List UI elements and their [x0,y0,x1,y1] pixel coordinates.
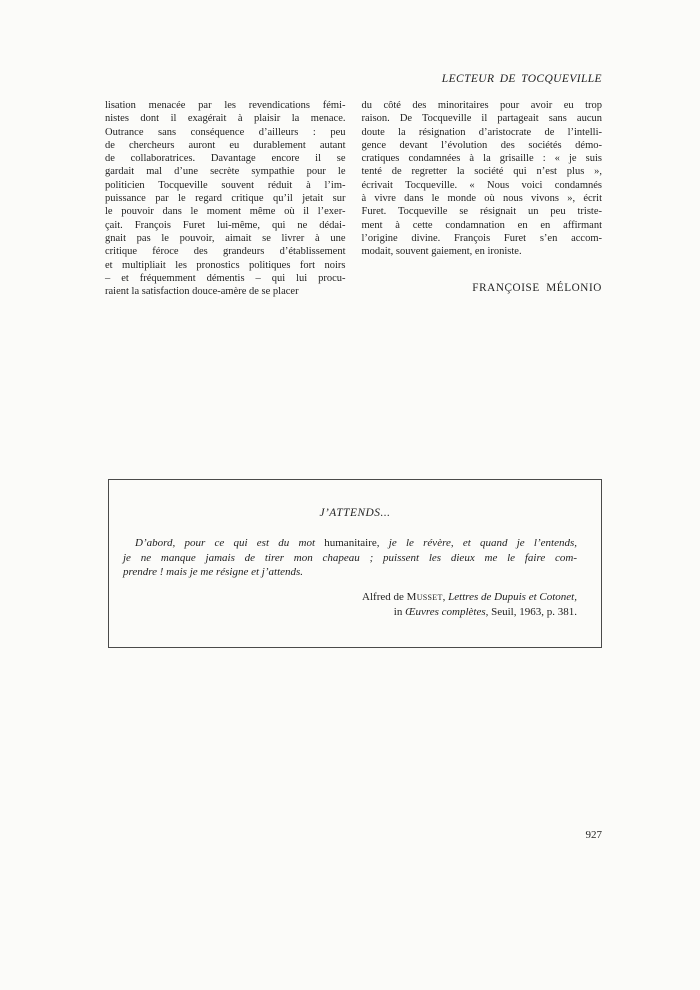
quote-title: J’ATTENDS... [319,507,391,519]
text-line: critique féroce des grandeurs d’établissement [105,246,346,258]
text-line: à vivre dans le monde où nous vivons », écrit [361,193,602,205]
text-line: puissance par le regard critique qu’il jetait sur [105,193,346,205]
attribution-author-name: Musset [406,590,443,603]
text-line: raient la satisfaction douce-amère de se placer [105,286,299,298]
article-column-left [105,99,346,298]
text-line: ment à cette condamnation en en affirmant [361,219,602,231]
text-line: politicien Tocqueville souvent réduit à l’im- [105,179,346,191]
quote-attribution [123,590,577,620]
quote-emphasis-roman: humanitaire [324,537,377,549]
quote-text-italic: D’abord, pour ce qui est du mot [135,537,325,549]
quote-line [123,536,577,551]
text-line: modait, souvent gaiement, en ironiste. [361,246,522,258]
author-signature: FRANÇOISE MÉLONIO [472,282,602,294]
quote-body [123,536,577,580]
text-line: çait. François Furet lui-même, qui ne dédai- [105,219,346,231]
text-line: le pouvoir dans le moment même où il l’exer- [105,206,346,218]
attribution-line-1 [123,590,577,605]
article-column-right [362,99,603,298]
quote-line: je ne manque jamais de tirer mon chapeau ; puissent les dieux me le faire com- [123,551,577,564]
attribution-in: in [393,605,406,618]
text-line: lisation menacée par les revendications fémi- [105,100,346,111]
text-line: l’origine divine. François Furet s’en accom- [361,232,602,244]
text-line: Outrance sans conséquence d’ailleurs : peu [105,126,346,138]
text-line: nistes dont il exagérait à plaisir la menace. [105,113,346,125]
attribution-work-title: Lettres de Dupuis et Cotonet, [448,590,577,603]
quote-line: prendre ! mais je me résigne et j’attends. [123,566,304,578]
text-line: du côté des minoritaires pour avoir eu trop [361,100,602,111]
attribution-author-prefix: Alfred de [362,590,407,603]
attribution-publication: Seuil, 1963, p. 381. [488,605,577,618]
text-line: doute la résignation d’aristocrate de l’intelli- [361,126,602,138]
text-line: Furet. Tocqueville se résignait un peu triste- [361,206,602,218]
running-head: LECTEUR DE TOCQUEVILLE [441,73,602,85]
text-line: raison. De Tocqueville il partageait sans aucun [361,113,602,125]
text-line: gnait pas le pouvoir, aimait se livrer à une [105,232,346,244]
text-line: gence devant l’évolution des sociétés démo- [361,139,602,151]
text-line: gardait mal d’une secrète sympathie pour le [105,166,346,178]
text-line: cratiques condamnées à la grisaille : « je suis [361,153,602,165]
quote-text-italic: , je le révère, et quand je l’entends, [376,537,577,549]
text-line: tenté de regretter la société qui n’est plus », [361,166,602,178]
text-line: et multipliait les pronostics politiques fort noirs [105,259,346,271]
article-body [105,99,602,298]
text-line: – et fréquemment démentis – qui lui procu- [105,272,346,284]
text-line: écrivait Tocqueville. « Nous voici condamnés [361,179,602,191]
quote-box [108,479,602,648]
page-number: 927 [585,829,602,841]
attribution-collection-title: Œuvres complètes, [405,605,489,618]
text-line: de collaboratrices. Davantage encore il se [105,153,346,165]
text-line: de chercheurs auront eu durablement autant [105,139,346,151]
attribution-separator: , [442,590,449,603]
attribution-line-2 [123,605,577,620]
